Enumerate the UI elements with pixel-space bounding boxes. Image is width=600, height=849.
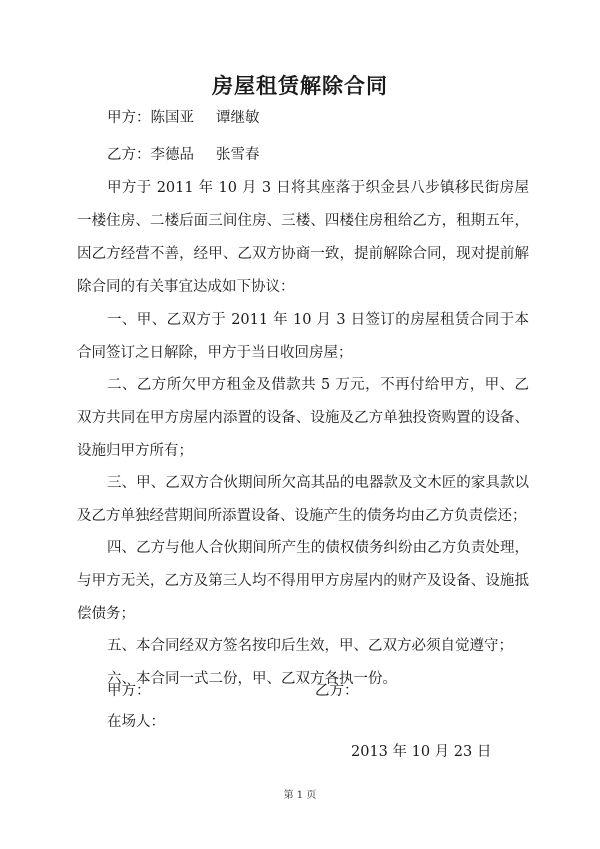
party-b-name-1: 李德品	[150, 147, 194, 163]
clause-2: 二、乙方所欠甲方租金及借款共 5 万元，不再付给甲方，甲、乙双方共同在甲方房屋内添置的设备、设施及乙方单独投资购置的设备、设施归甲方所有；	[77, 377, 529, 459]
party-b-name-2: 张雪春	[216, 147, 260, 163]
clause-5: 五、本合同经双方签名按印后生效，甲、乙双方必须自觉遵守；	[107, 638, 513, 654]
party-b-line	[107, 145, 260, 165]
signature-party-b: 乙方：	[315, 683, 359, 699]
party-a-name-2: 谭继敏	[216, 110, 260, 126]
contract-date: 2013 年 10 月 23 日	[351, 744, 492, 760]
party-a-line	[107, 108, 260, 128]
clause-3: 三、甲、乙双方合伙期间所欠高其品的电器款及文木匠的家具款以及乙方单独经营期间所添置设备、设施产生的债务均由乙方负责偿还；	[77, 475, 529, 524]
party-b-label: 乙方：	[107, 147, 151, 163]
signature-party-a: 甲方：	[107, 683, 151, 699]
witness-label: 在场人：	[107, 714, 165, 730]
document-title: 房屋租赁解除合同	[212, 73, 388, 98]
party-a-label: 甲方：	[107, 110, 151, 126]
party-a-name-1: 陈国亚	[150, 110, 194, 126]
clause-6: 六、本合同一式二份，甲、乙双方各执一份。	[107, 671, 397, 687]
clause-1: 一、甲、乙双方于 2011 年 10 月 3 日签订的房屋租赁合同于本合同签订之日解除，甲方于当日收回房屋；	[77, 312, 529, 361]
page-number: 第 1 页	[283, 790, 317, 801]
intro-paragraph: 甲方于 2011 年 10 月 3 日将其座落于织金县八步镇移民街房屋一楼住房、二楼后面三间住房、三楼、四楼住房租给乙方，租期五年，因乙方经营不善，经甲、乙双方协商一致，提前解除合同，现对提前解除合同的有关事宜达成如下协议：	[77, 180, 529, 295]
clause-4: 四、乙方与他人合伙期间所产生的债权债务纠纷由乙方负责处理，与甲方无关，乙方及第三人均不得用甲方房屋内的财产及设备、设施抵偿债务；	[77, 540, 529, 622]
